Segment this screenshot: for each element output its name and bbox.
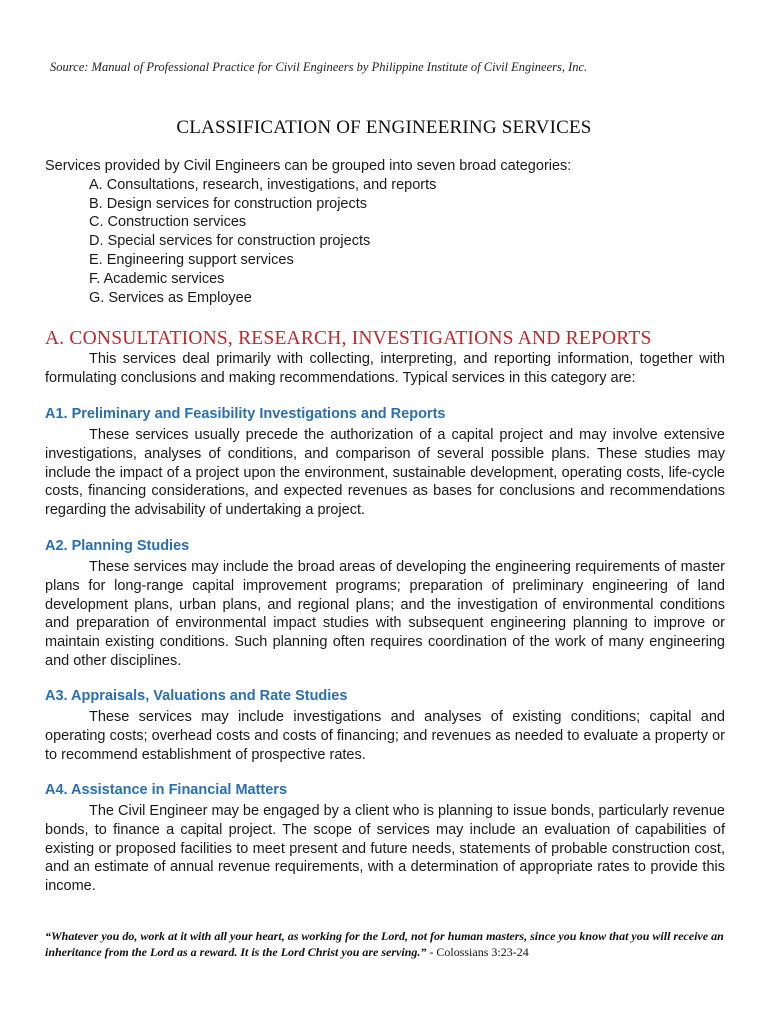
category-item: B. Design services for construction projects xyxy=(89,195,368,212)
category-item: E. Engineering support services xyxy=(89,251,294,268)
subsection-a2-paragraph xyxy=(45,558,725,671)
footer-quote-text: “Whatever you do, work at it with all your heart, as working for the Lord, not for human masters, since you know that you will receive an inheritance from the Lord as a reward. It is the Lord Christ you are serving.” xyxy=(45,929,724,959)
category-item: G. Services as Employee xyxy=(89,289,252,306)
page-title: CLASSIFICATION OF ENGINEERING SERVICES xyxy=(176,117,592,138)
subsection-a1-heading: A1. Preliminary and Feasibility Investigations and Reports xyxy=(45,406,446,422)
footer-citation: - Colossians 3:23-24 xyxy=(426,945,529,959)
subsection-a1-paragraph xyxy=(45,426,725,520)
intro-text: Services provided by Civil Engineers can be grouped into seven broad categories: xyxy=(45,158,572,174)
subsection-a3-paragraph xyxy=(45,708,725,764)
section-a-heading: A. CONSULTATIONS, RESEARCH, INVESTIGATIONS AND REPORTS xyxy=(45,328,652,349)
subsection-a4-paragraph xyxy=(45,802,725,896)
subsection-a1-text: These services usually precede the authorization of a capital project and may involve extensive investigations, analyses of conditions, and comparison of several possible plans. These studies may include the impact of a project upon the environment, sustainable development, operating costs, life-cycle costs, financing considerations, and expected revenues as bases for conclusions and recommendations regarding the advisability of undertaking a project. xyxy=(45,427,725,519)
subsection-a4-heading: A4. Assistance in Financial Matters xyxy=(45,782,288,798)
category-list xyxy=(45,176,735,308)
category-item: C. Construction services xyxy=(89,214,247,231)
subsection-a2-heading: A2. Planning Studies xyxy=(45,538,190,554)
source-line: Source: Manual of Professional Practice for Civil Engineers by Philippine Institute of Civil Engineers, Inc. xyxy=(50,60,588,74)
category-item: A. Consultations, research, investigations, and reports xyxy=(89,176,437,193)
footer-quote xyxy=(45,928,735,960)
subsection-a3-heading: A3. Appraisals, Valuations and Rate Studies xyxy=(45,688,348,704)
section-a-intro xyxy=(45,350,725,388)
subsection-a2-text: These services may include the broad areas of developing the engineering requirements of master plans for long-range capital improvement programs; preparation of preliminary engineering of land development plans, urban plans, and regional plans; and the investigation of environmental conditions and preparation of environmental impact studies with subsequent engineering planning to improve or maintain existing conditions. Such planning often requires coordination of the work of many engineering and other disciplines. xyxy=(45,559,725,669)
subsection-a4-text: The Civil Engineer may be engaged by a client who is planning to issue bonds, particularly revenue bonds, to finance a capital project. The scope of services may include an evaluation of capabilities of existing or proposed facilities to meet present and future needs, statements of probable construction cost, and an estimate of annual revenue requirements, with a determination of appropriate rates to provide this income. xyxy=(45,803,725,895)
subsection-a3-text: These services may include investigations and analyses of existing conditions; capital and operating costs; overhead costs and costs of financing; and revenues as needed to evaluate a property or to recommend establishment of prospective rates. xyxy=(45,709,725,763)
category-item: F. Academic services xyxy=(89,270,225,287)
section-a-intro-text: This services deal primarily with collecting, interpreting, and reporting information, together with formulating conclusions and making recommendations. Typical services in this category are: xyxy=(45,351,725,386)
category-item: D. Special services for construction projects xyxy=(89,233,371,250)
intro-block xyxy=(45,157,735,307)
